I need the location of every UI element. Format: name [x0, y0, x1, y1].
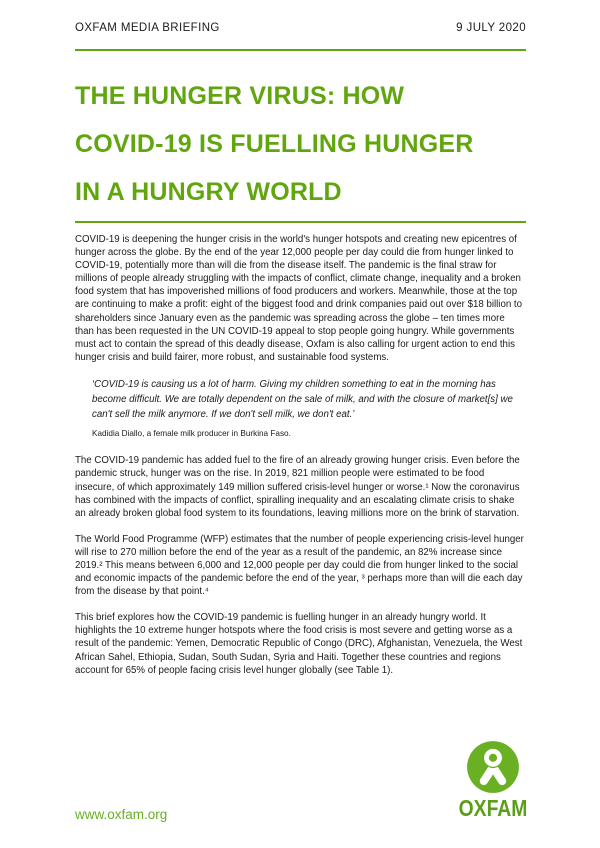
page-header	[75, 22, 526, 34]
paragraph-hunger-crisis: The COVID-19 pandemic has added fuel to the fire of an already growing hunger crisis. Even before the pandemic struck, hunger was on the rise. In 2019, 821 million people were estimated to be food insecure, of which approximately 149 million suffered crisis-level hunger or worse.¹ Now the coronavirus has combined with the impacts of conflict, spiralling inequality and an escalating climate crisis to shake an already broken global food system to its foundations, leaving millions more on the brink of starvation.	[75, 455, 520, 519]
title-line-1: THE HUNGER VIRUS: HOW	[75, 82, 405, 110]
oxfam-url-link[interactable]: www.oxfam.org	[75, 807, 168, 822]
header-brief-label: OXFAM MEDIA BRIEFING	[75, 22, 220, 34]
paragraph-brief-scope: This brief explores how the COVID-19 pandemic is fuelling hunger in an already hungry world. It highlights the 10 extreme hunger hotspots where the food crisis is most severe and getting worse as a result of the pandemic: Yemen, Democratic Republic of Congo (DRC), Afghanistan, Venezuela, the West African Sahel, Ethiopia, Sudan, South Sudan, Syria and Haiti. Together these countries and regions account for 65% of people facing crisis level hunger globally (see Table 1).	[75, 612, 523, 676]
quote-attribution: Kadidia Diallo, a female milk producer in Burkina Faso.	[92, 429, 291, 439]
title-line-2: COVID-19 IS FUELLING HUNGER	[75, 130, 474, 158]
page-title	[75, 72, 545, 216]
pull-quote: ‘COVID-19 is causing us a lot of harm. Giving my children something to eat in the morning has become difficult. We are totally dependent on the sale of milk, and with the closure of market[s] we can't sell the milk anymore. If we don't sell milk, we don't eat.’	[92, 378, 513, 420]
intro-paragraph: COVID-19 is deepening the hunger crisis in the world's hunger hotspots and creating new epicentres of hunger across the globe. By the end of the year 12,000 people per day could die from hunger linked to COVID-19, potentially more than will die from the disease itself. The pandemic is the final straw for millions of people already struggling with the impacts of conflict, climate change, inequality and a broken food system that has impoverished millions of food producers and workers. Meanwhile, those at the top are continuing to make a profit: eight of the biggest food and drink companies paid out over $18 billion to shareholders since January even as the pandemic was spreading across the globe – ten times more than has been requested in the UN COVID-19 appeal to stop people going hungry. While governments must act to contain the spread of this deadly disease, Oxfam is also calling for urgent action to end this hunger crisis and build fairer, more robust, and sustainable food systems.	[75, 234, 522, 363]
body-content	[75, 233, 526, 690]
header-divider	[75, 49, 526, 51]
oxfam-wordmark: OXFAM	[458, 795, 528, 821]
header-date: 9 JULY 2020	[456, 22, 526, 34]
title-divider	[75, 221, 526, 223]
title-line-3: IN A HUNGRY WORLD	[75, 178, 342, 206]
paragraph-wfp-estimates: The World Food Programme (WFP) estimates that the number of people experiencing crisis-level hunger will rise to 270 million before the end of the year as a result of the pandemic, an 82% increase since 2019.² This means between 6,000 and 12,000 people per day could die from hunger linked to the social and economic impacts of the pandemic before the end of the year, ³ perhaps more than will die each day from the disease by that point.⁴	[75, 533, 524, 598]
oxfam-logo-block	[452, 740, 534, 819]
oxfam-person-icon	[466, 740, 520, 794]
